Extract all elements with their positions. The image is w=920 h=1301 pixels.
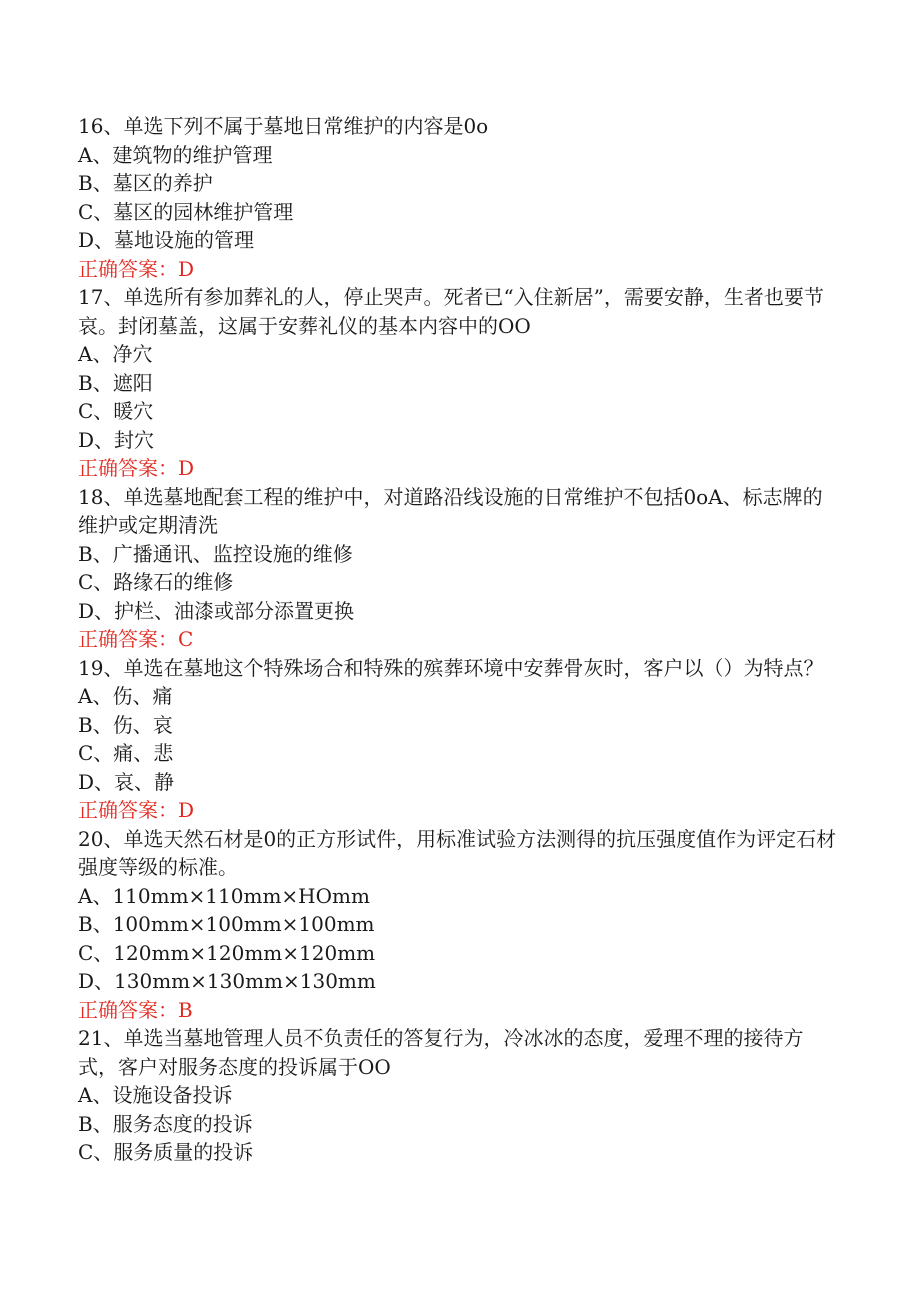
question-20 — [78, 825, 838, 1025]
option-d: D、封穴 — [78, 427, 155, 452]
question-16 — [78, 112, 838, 283]
correct-answer: 正确答案：D — [78, 798, 195, 822]
document-page — [78, 112, 838, 1167]
question-19 — [78, 654, 838, 825]
question-stem: 19、单选在墓地这个特殊场合和特殊的殡葬环境中安葬骨灰时，客户以（）为特点？ — [78, 655, 824, 680]
option-c: C、暖穴 — [78, 399, 154, 423]
question-stem: 16、单选下列不属于墓地日常维护的内容是0o — [78, 114, 489, 138]
option-d: D、墓地设施的管理 — [78, 228, 255, 252]
option-b: B、服务态度的投诉 — [78, 1111, 253, 1136]
option-b: B、100mm×100mm×100mm — [78, 912, 375, 936]
option-d: D、护栏、油漆或部分添置更换 — [78, 598, 355, 623]
correct-answer: 正确答案：B — [78, 997, 193, 1022]
option-b: B、广播通讯、监控设施的维修 — [78, 541, 353, 566]
option-b: B、伤、哀 — [78, 712, 173, 737]
option-c: C、服务质量的投诉 — [78, 1140, 254, 1164]
option-c: C、墓区的园林维护管理 — [78, 199, 294, 224]
option-c: C、痛、悲 — [78, 741, 174, 765]
correct-answer: 正确答案：D — [78, 456, 195, 480]
option-a: A、伤、痛 — [78, 684, 173, 708]
option-d: D、哀、静 — [78, 769, 175, 794]
option-d: D、130mm×130mm×130mm — [78, 969, 376, 993]
question-stem: 21、单选当墓地管理人员不负责任的答复行为，冷冰冰的态度，爱理不理的接待方式，客户对服务态度的投诉属于OO — [78, 1026, 804, 1079]
question-stem: 17、单选所有参加葬礼的人，停止哭声。死者已“入住新居”，需要安静，生者也要节哀。封闭墓盖，这属于安葬礼仪的基本内容中的OO — [78, 285, 824, 338]
correct-answer: 正确答案：C — [78, 627, 194, 651]
option-a: A、建筑物的维护管理 — [78, 142, 273, 167]
question-21 — [78, 1024, 838, 1167]
correct-answer: 正确答案：D — [78, 256, 195, 281]
option-a: A、净穴 — [78, 342, 153, 366]
option-b: B、墓区的养护 — [78, 171, 213, 195]
question-stem: 18、单选墓地配套工程的维护中，对道路沿线设施的日常维护不包括0oA、标志牌的维护或定期清洗 — [78, 484, 823, 537]
option-c: C、路缘石的维修 — [78, 570, 234, 594]
option-c: C、120mm×120mm×120mm — [78, 940, 376, 965]
question-stem: 20、单选天然石材是0的正方形试件，用标准试验方法测得的抗压强度值作为评定石材强度等级的标准。 — [78, 826, 837, 879]
option-a: A、110mm×110mm×HOmm — [78, 883, 370, 908]
question-17 — [78, 283, 838, 483]
question-18 — [78, 483, 838, 654]
option-a: A、设施设备投诉 — [78, 1083, 233, 1107]
option-b: B、遮阳 — [78, 370, 153, 395]
